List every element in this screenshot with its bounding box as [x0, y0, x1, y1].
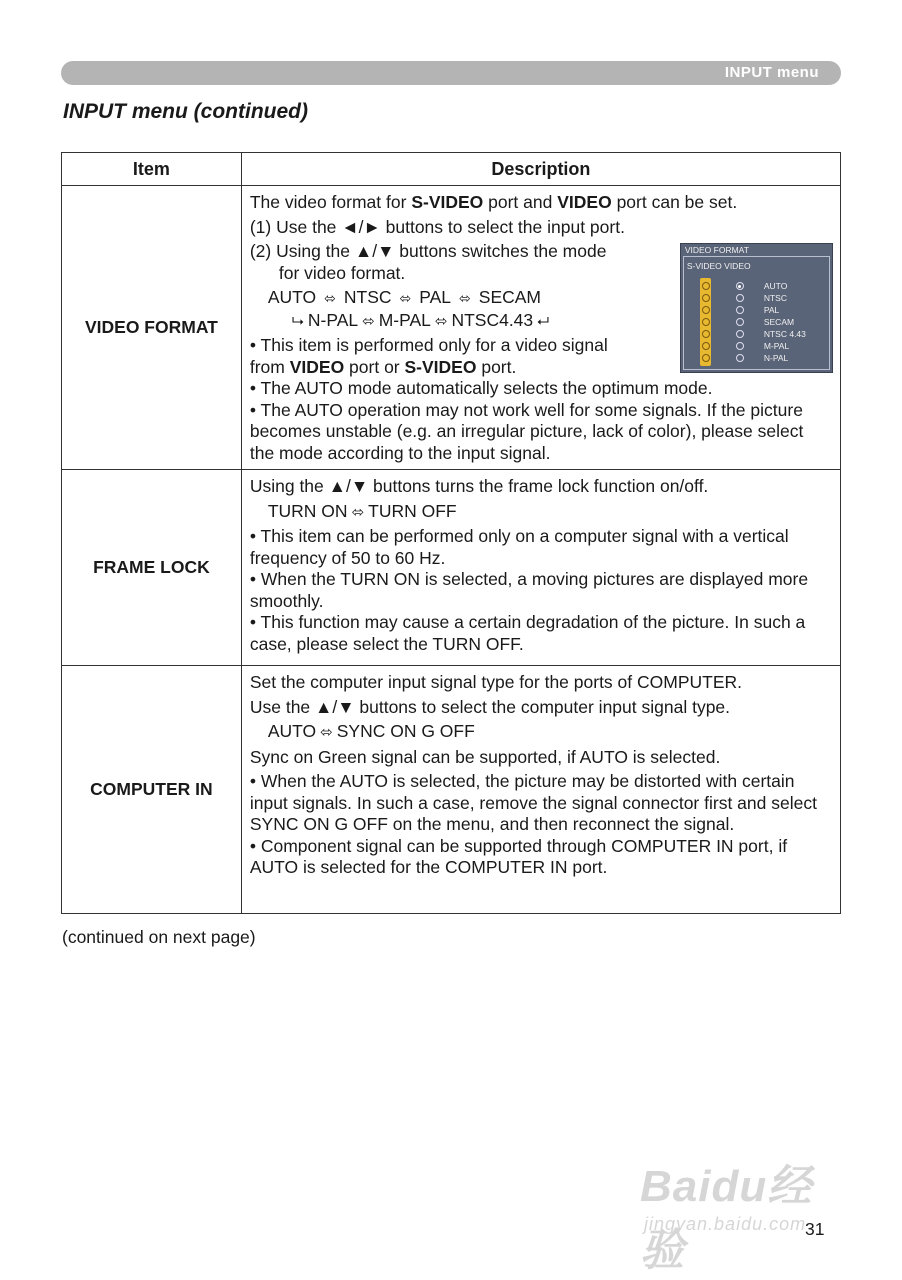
desc-line: Set the computer input signal type for the ports of COMPUTER. — [249, 672, 743, 692]
desc-line: (1) Use the ◄/► buttons to select the input port. — [249, 216, 625, 237]
osd-title: VIDEO FORMAT — [684, 245, 749, 255]
section-header-bar — [61, 61, 841, 85]
mode-cycle: AUTO ⬄ NTSC ⬄ PAL ⬄ SECAM — [250, 287, 832, 310]
osd-panel — [683, 256, 830, 370]
item-computer-in: COMPUTER IN — [62, 666, 242, 914]
osd-option: SECAM — [763, 317, 795, 327]
double-arrow-icon: ⬄ — [434, 312, 448, 330]
mode-cycle: AUTO ⬄ SYNC ON G OFF — [267, 721, 475, 741]
return-arrow-icon: ⮡ — [291, 312, 304, 330]
page-title: INPUT menu (continued) — [63, 100, 308, 123]
desc-line: from VIDEO port or S-VIDEO port. — [249, 356, 517, 377]
double-arrow-icon: ⬄ — [459, 290, 471, 306]
watermark-url: jingyan.baidu.com — [644, 1214, 807, 1234]
osd-port-header: S-VIDEO VIDEO — [686, 261, 751, 271]
desc-line: (2) Using the ▲/▼ buttons switches the mode — [249, 241, 607, 261]
desc-line: • The AUTO operation may not work well for some signals. If the picture becomes unstable (e.g. an irregular picture, lack of color), please select the mode according to the input signal. — [249, 399, 804, 463]
desc-line: • The AUTO mode automatically selects the optimum mode. — [249, 378, 713, 398]
desc-line: • This item can be performed only on a computer signal with a vertical frequency of 50 to 60 Hz. — [249, 526, 789, 568]
return-arrow-icon: ⮠ — [537, 312, 550, 330]
radio-icon — [736, 294, 744, 302]
description-computer-in — [241, 666, 840, 914]
osd-option: N-PAL — [763, 353, 789, 363]
double-arrow-icon: ⬄ — [324, 290, 336, 306]
radio-icon — [736, 282, 744, 290]
radio-icon — [736, 318, 744, 326]
item-video-format: VIDEO FORMAT — [62, 186, 242, 470]
section-header-label: INPUT menu — [724, 64, 819, 81]
description-video-format — [241, 186, 840, 470]
column-header-description: Description — [241, 153, 840, 186]
osd-option: NTSC — [763, 293, 787, 303]
desc-line: • This function may cause a certain degradation of the picture. In such a case, please select the TURN OFF. — [249, 612, 806, 654]
double-arrow-icon: ⬄ — [399, 290, 412, 306]
radio-icon — [736, 306, 744, 314]
radio-icon — [736, 330, 744, 338]
settings-table — [61, 152, 841, 914]
watermark-logo: Baidu经验 — [640, 1162, 813, 1275]
mode-cycle: TURN ON ⬄ TURN OFF — [267, 500, 457, 521]
osd-option: M-PAL — [763, 341, 790, 351]
table-row — [62, 186, 841, 470]
desc-line: • Component signal can be supported through COMPUTER IN port, if AUTO is selected for the COMPUTER IN port. — [249, 835, 788, 877]
desc-line: Using the ▲/▼ buttons turns the frame lock function on/off. — [249, 476, 709, 496]
osd-option: PAL — [763, 305, 780, 315]
table-row — [62, 666, 841, 914]
double-arrow-icon: ⬄ — [351, 503, 365, 521]
desc-line: • When the TURN ON is selected, a moving pictures are displayed more smoothly. — [249, 569, 809, 611]
radio-icon — [736, 354, 744, 362]
double-arrow-icon: ⬄ — [362, 312, 375, 330]
desc-line: • When the AUTO is selected, the picture may be distorted with certain input signals. In such a case, remove the signal connector first and select SYNC ON G OFF on the menu, and then reconnect the signal. — [249, 771, 817, 834]
description-frame-lock — [241, 470, 840, 666]
radio-icon — [736, 342, 744, 350]
desc-line: Sync on Green signal can be supported, if AUTO is selected. — [249, 746, 721, 767]
double-arrow-icon: ⬄ — [320, 724, 333, 741]
desc-line: • This item is performed only for a video signal — [249, 335, 608, 355]
osd-option: AUTO — [763, 281, 788, 291]
desc-line: The video format for S-VIDEO port and VIDEO port can be set. — [249, 192, 738, 212]
item-frame-lock: FRAME LOCK — [62, 470, 242, 666]
osd-port-strip — [700, 278, 711, 366]
desc-line: for video format. — [278, 262, 406, 283]
continued-note: (continued on next page) — [62, 927, 256, 947]
column-header-item: Item — [62, 153, 242, 186]
table-row — [62, 470, 841, 666]
mode-cycle: ⮡ N-PAL ⬄ M-PAL ⬄ NTSC4.43 ⮠ — [250, 310, 832, 333]
video-format-menu-screenshot — [680, 243, 833, 373]
page-number: 31 — [805, 1219, 825, 1239]
table-header-row — [62, 153, 841, 186]
desc-line: Use the ▲/▼ buttons to select the computer input signal type. — [249, 696, 731, 717]
osd-option: NTSC 4.43 — [763, 329, 806, 339]
